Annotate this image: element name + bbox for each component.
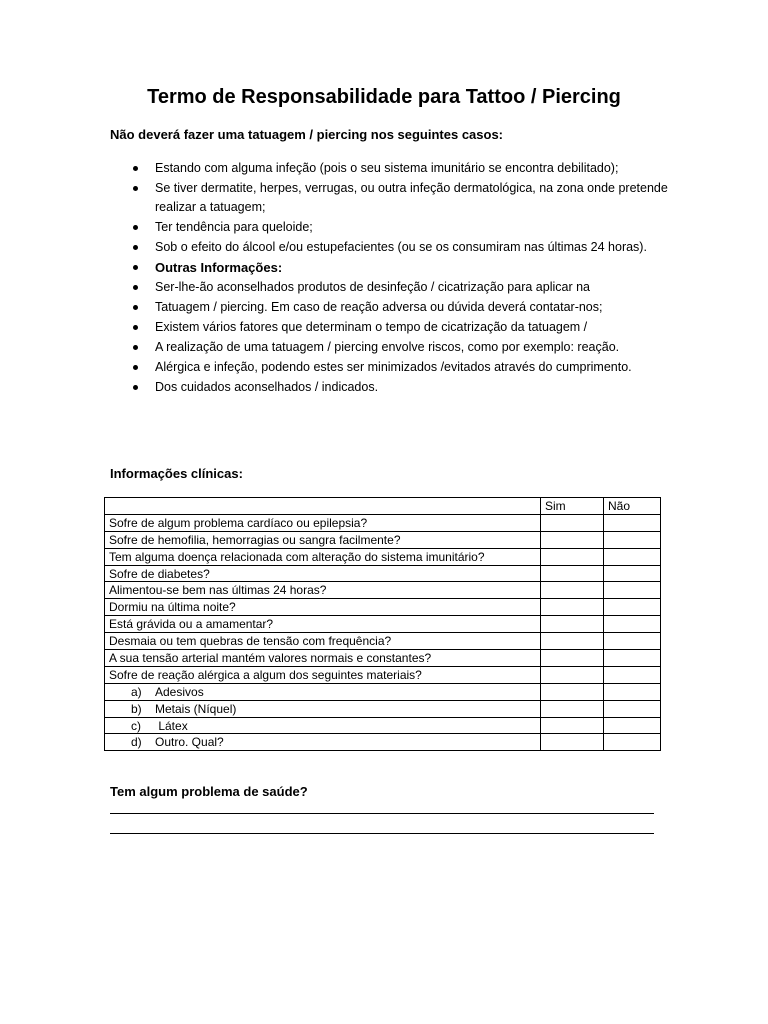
bullet-item: Alérgica e infeção, podendo estes ser minimizados /evitados através do cumprimento. <box>110 358 670 377</box>
table-row <box>105 548 661 565</box>
clinical-table <box>104 497 661 751</box>
answer-nao-cell[interactable] <box>604 548 661 565</box>
bullet-list <box>110 159 670 398</box>
question-cell: Sofre de reação alérgica a algum dos seguintes materiais? <box>105 666 541 683</box>
option-cell <box>105 734 541 751</box>
answer-nao-cell[interactable] <box>604 683 661 700</box>
document-title: Termo de Responsabilidade para Tattoo / Piercing <box>147 86 621 108</box>
question-cell: Tem alguma doença relacionada com alteração do sistema imunitário? <box>105 548 541 565</box>
answer-sim-cell[interactable] <box>541 700 604 717</box>
answer-nao-cell[interactable] <box>604 717 661 734</box>
answer-sim-cell[interactable] <box>541 514 604 531</box>
table-row <box>105 633 661 650</box>
intro-text: Não deverá fazer uma tatuagem / piercing nos seguintes casos: <box>110 127 504 142</box>
question-cell: Dormiu na última noite? <box>105 599 541 616</box>
question-cell: Sofre de hemofilia, hemorragias ou sangra facilmente? <box>105 531 541 548</box>
table-row <box>105 565 661 582</box>
question-cell: A sua tensão arterial mantém valores normais e constantes? <box>105 650 541 667</box>
option-label: Adesivos <box>155 684 204 699</box>
answer-nao-cell[interactable] <box>604 633 661 650</box>
question-cell: Desmaia ou tem quebras de tensão com frequência? <box>105 633 541 650</box>
bullet-item: Outras Informações: <box>110 258 670 277</box>
bullet-item: Ser-lhe-ão aconselhados produtos de desinfeção / cicatrização para aplicar na <box>110 278 670 297</box>
answer-nao-cell[interactable] <box>604 734 661 751</box>
table-row <box>105 531 661 548</box>
bullet-item: Existem vários fatores que determinam o tempo de cicatrização da tatuagem / <box>110 318 670 337</box>
option-cell <box>105 700 541 717</box>
bullet-item: Estando com alguma infeção (pois o seu sistema imunitário se encontra debilitado); <box>110 159 670 178</box>
table-row <box>105 717 661 734</box>
question-cell: Sofre de algum problema cardíaco ou epilepsia? <box>105 514 541 531</box>
option-label: Outro. Qual? <box>155 735 224 750</box>
answer-nao-cell[interactable] <box>604 582 661 599</box>
answer-nao-cell[interactable] <box>604 599 661 616</box>
answer-sim-cell[interactable] <box>541 531 604 548</box>
option-cell <box>105 683 541 700</box>
table-row <box>105 683 661 700</box>
health-question-label: Tem algum problema de saúde? <box>110 784 308 799</box>
answer-sim-cell[interactable] <box>541 717 604 734</box>
answer-nao-cell[interactable] <box>604 666 661 683</box>
answer-sim-cell[interactable] <box>541 633 604 650</box>
clinical-info-label: Informações clínicas: <box>110 466 243 481</box>
table-row <box>105 650 661 667</box>
answer-line[interactable] <box>110 833 654 834</box>
answer-nao-cell[interactable] <box>604 616 661 633</box>
table-row <box>105 599 661 616</box>
option-letter: a) <box>131 684 142 699</box>
answer-sim-cell[interactable] <box>541 683 604 700</box>
answer-nao-cell[interactable] <box>604 700 661 717</box>
option-cell <box>105 717 541 734</box>
option-label: Látex <box>155 718 188 733</box>
bullet-item: Dos cuidados aconselhados / indicados. <box>110 378 670 397</box>
question-cell: Está grávida ou a amamentar? <box>105 616 541 633</box>
table-header-row <box>105 498 661 515</box>
bullet-item: A realização de uma tatuagem / piercing envolve riscos, como por exemplo: reação. <box>110 338 670 357</box>
answer-sim-cell[interactable] <box>541 548 604 565</box>
answer-nao-cell[interactable] <box>604 565 661 582</box>
question-cell: Alimentou-se bem nas últimas 24 horas? <box>105 582 541 599</box>
bullet-item: Se tiver dermatite, herpes, verrugas, ou outra infeção dermatológica, na zona onde pretende realizar a tatuagem; <box>110 179 670 217</box>
option-letter: c) <box>131 718 141 733</box>
answer-nao-cell[interactable] <box>604 650 661 667</box>
answer-sim-cell[interactable] <box>541 666 604 683</box>
answer-sim-cell[interactable] <box>541 616 604 633</box>
bullet-item: Ter tendência para queloide; <box>110 218 670 237</box>
header-question <box>105 498 541 515</box>
option-label: Metais (Níquel) <box>155 701 237 716</box>
header-nao: Não <box>604 498 661 515</box>
table-row <box>105 514 661 531</box>
bullet-item: Sob o efeito do álcool e/ou estupefacientes (ou se os consumiram nas últimas 24 horas). <box>110 238 670 257</box>
answer-sim-cell[interactable] <box>541 582 604 599</box>
question-cell: Sofre de diabetes? <box>105 565 541 582</box>
answer-sim-cell[interactable] <box>541 565 604 582</box>
answer-sim-cell[interactable] <box>541 650 604 667</box>
answer-sim-cell[interactable] <box>541 734 604 751</box>
answer-nao-cell[interactable] <box>604 531 661 548</box>
table-row <box>105 666 661 683</box>
bullet-item: Tatuagem / piercing. Em caso de reação adversa ou dúvida deverá contatar-nos; <box>110 298 670 317</box>
answer-nao-cell[interactable] <box>604 514 661 531</box>
header-sim: Sim <box>541 498 604 515</box>
table-row <box>105 616 661 633</box>
table-row <box>105 700 661 717</box>
option-letter: b) <box>131 701 142 716</box>
table-row <box>105 582 661 599</box>
option-letter: d) <box>131 735 142 750</box>
answer-sim-cell[interactable] <box>541 599 604 616</box>
answer-line[interactable] <box>110 813 654 814</box>
table-row <box>105 734 661 751</box>
